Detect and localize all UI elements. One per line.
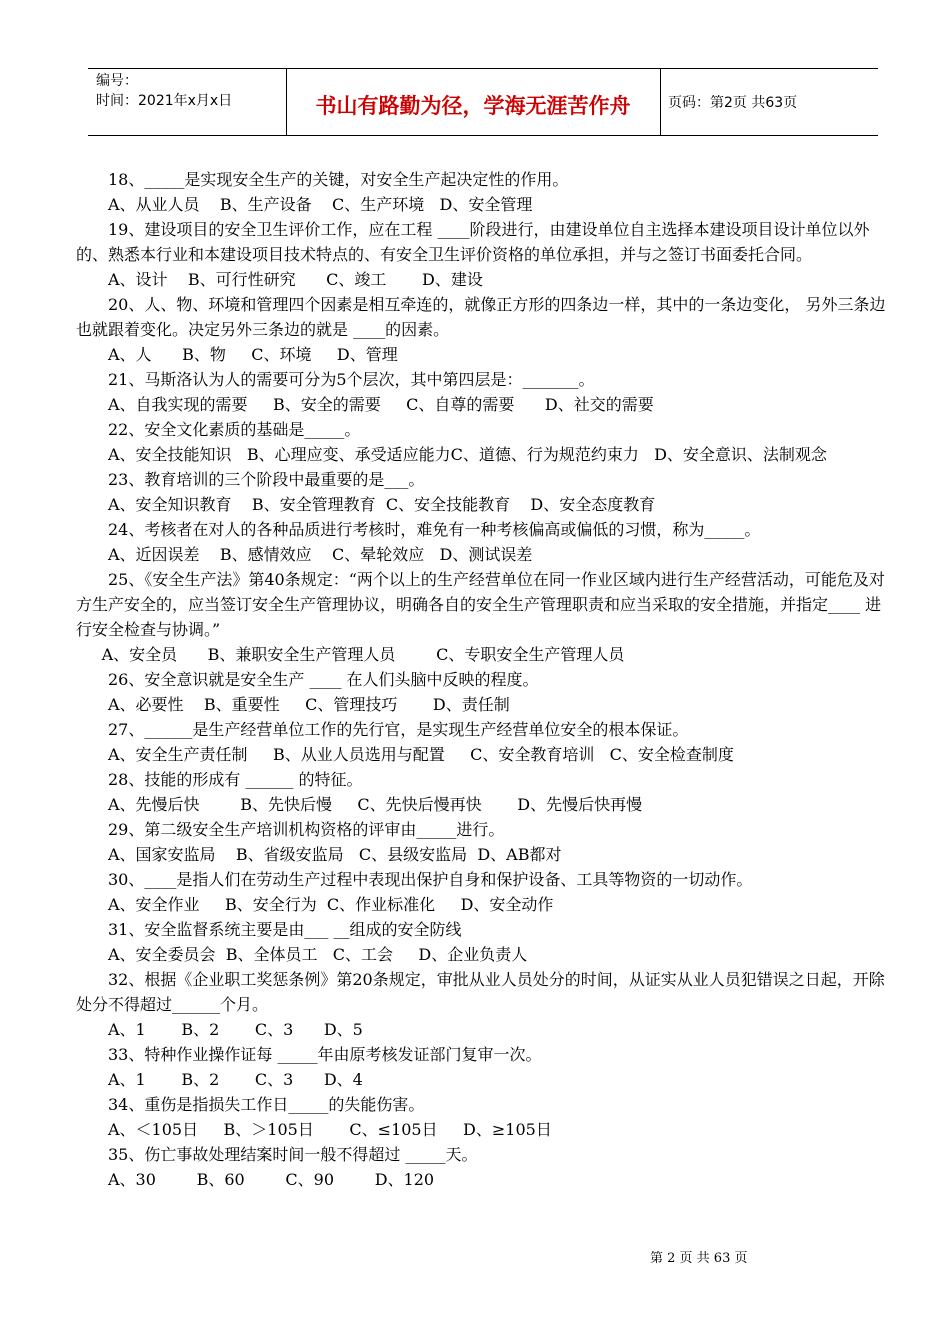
answer-options: A、安全员 B、兼职安全生产管理人员 C、专职安全生产管理人员: [101, 645, 625, 664]
question-text: 20、人、物、环境和管理四个因素是相互牵连的，就像正方形的四条边一样，其中的一条边变化， 另外三条边也就跟着变化。决定另外三条边的就是 ____的因素。: [76, 295, 886, 339]
answer-options: A、1 B、2 C、3 D、5: [108, 1020, 363, 1039]
answer-options: A、安全技能知识 B、心理应变、承受适应能力C、道德、行为规范约束力 D、安全意识、法制观念: [108, 445, 827, 464]
answer-options: A、先慢后快 B、先快后慢 C、先快后慢再快 D、先慢后快再慢: [108, 795, 643, 814]
answer-options: A、安全生产责任制 B、从业人员选用与配置 C、安全教育培训 C、安全检查制度: [108, 745, 734, 764]
question-text: 27、______是生产经营单位工作的先行官，是实现生产经营单位安全的根本保证。: [108, 720, 689, 739]
header-page-info: 页码：第2页 共63页: [668, 95, 798, 111]
question-text: 21、马斯洛认为人的需要可分为5个层次，其中第四层是：_______。: [108, 370, 595, 389]
answer-options: A、30 B、60 C、90 D、120: [108, 1170, 435, 1189]
question-text: 28、技能的形成有 ______ 的特征。: [108, 770, 363, 789]
question-text: 29、第二级安全生产培训机构资格的评审由_____进行。: [108, 820, 505, 839]
question-text: 31、安全监督系统主要是由___ __组成的安全防线: [108, 920, 462, 939]
answer-options: A、人 B、物 C、环境 D、管理: [108, 345, 398, 364]
document-time-label: 时间：2021年x月x日: [96, 93, 233, 109]
header-meta: [96, 71, 284, 111]
answer-options: A、安全作业 B、安全行为 C、作业标准化 D、安全动作: [108, 895, 554, 914]
header-motto: 书山有路勤为径，学海无涯苦作舟: [315, 94, 631, 118]
question-text: 24、考核者在对人的各种品质进行考核时，难免有一种考核偏高或偏低的习惯，称为_____。: [108, 520, 761, 539]
answer-options: A、自我实现的需要 B、安全的需要 C、自尊的需要 D、社交的需要: [108, 395, 654, 414]
question-text: 26、安全意识就是安全生产 ____ 在人们头脑中反映的程度。: [108, 670, 539, 689]
document-number-label: 编号：: [96, 73, 138, 89]
page-footer: 第 2 页 共 63 页: [650, 1251, 748, 1266]
answer-options: A、近因误差 B、感情效应 C、晕轮效应 D、测试误差: [108, 545, 533, 564]
answer-options: A、从业人员 B、生产设备 C、生产环境 D、安全管理: [108, 195, 533, 214]
question-text: 33、特种作业操作证每 _____年由原考核发证部门复审一次。: [108, 1045, 542, 1064]
answer-options: A、安全知识教育 B、安全管理教育 C、安全技能教育 D、安全态度教育: [108, 495, 656, 514]
question-list: [76, 167, 888, 1192]
question-text: 22、安全文化素质的基础是_____。: [108, 420, 361, 439]
question-text: 34、重伤是指损失工作日_____的失能伤害。: [108, 1095, 425, 1114]
question-text: 19、建设项目的安全卫生评价工作，应在工程 ____阶段进行，由建设单位自主选择本建设项目设计单位以外的、熟悉本行业和本建设项目技术特点的、有安全卫生评价资格的单位承担，并与之签订书面委托合同。: [76, 220, 870, 264]
answer-options: A、国家安监局 B、省级安监局 C、县级安监局 D、AB都对: [108, 845, 562, 864]
question-text: 18、_____是实现安全生产的关键，对安全生产起决定性的作用。: [108, 170, 569, 189]
question-text: 30、____是指人们在劳动生产过程中表现出保护自身和保护设备、工具等物资的一切动作。: [108, 870, 753, 889]
question-text: 23、教育培训的三个阶段中最重要的是___。: [108, 470, 425, 489]
answer-options: A、设计 B、可行性研究 C、竣工 D、建设: [108, 270, 483, 289]
answer-options: A、＜105日 B、＞105日 C、≤105日 D、≥105日: [108, 1120, 552, 1139]
question-text: 25、《安全生产法》第40条规定：“两个以上的生产经营单位在同一作业区域内进行生产经营活动，可能危及对方生产安全的，应当签订安全生产管理协议，明确各自的安全生产管理职责和应当采取的安全措施，并指定____ 进行安全检查与协调。”: [76, 570, 885, 639]
answer-options: A、1 B、2 C、3 D、4: [108, 1070, 363, 1089]
answer-options: A、安全委员会 B、全体员工 C、工会 D、企业负责人: [108, 945, 528, 964]
page-header: [88, 68, 878, 136]
header-divider: [660, 68, 661, 136]
question-text: 32、根据《企业职工奖惩条例》第20条规定，审批从业人员处分的时间，从证实从业人员犯错误之日起，开除处分不得超过______个月。: [76, 970, 885, 1014]
question-text: 35、伤亡事故处理结案时间一般不得超过 _____天。: [108, 1145, 478, 1164]
answer-options: A、必要性 B、重要性 C、管理技巧 D、责任制: [108, 695, 510, 714]
